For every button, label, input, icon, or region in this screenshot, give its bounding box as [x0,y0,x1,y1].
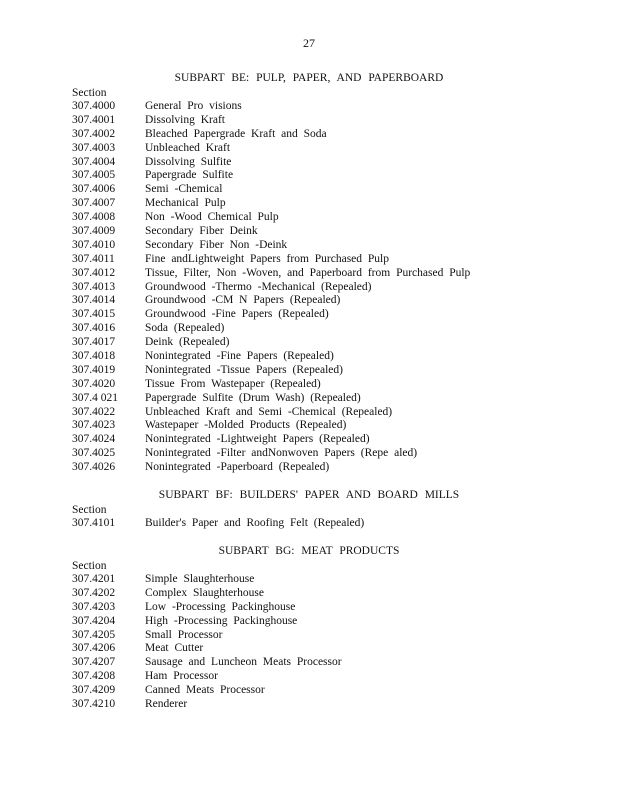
section-number: 307.4202 [72,586,116,599]
section-entry [72,225,470,239]
section-entry [72,601,342,615]
section-entry [72,364,470,378]
section-number: 307.4210 [72,698,116,711]
section-title: Fine andLightweight Papers from Purchased Pulp [145,252,390,265]
section-entry [72,642,342,656]
section-entry [72,253,470,267]
section-entry [72,294,470,308]
section-number: 307.4207 [72,656,116,669]
section-title: Groundwood -Fine Papers (Repealed) [145,308,329,321]
section-entry [72,142,470,156]
section-title: Canned Meats Processor [145,684,265,697]
section-title: Semi -Chemical [145,183,223,196]
section-entry [72,114,470,128]
section-number: 307.4014 [72,294,116,307]
section-entry [72,629,342,643]
section-entry [72,656,342,670]
section-entry [72,100,470,114]
subpart-be-section-label: Section [72,87,107,99]
section-title: Deink (Repealed) [145,336,230,349]
section-entry [72,378,470,392]
section-number: 307.4019 [72,363,116,376]
section-number: 307.4003 [72,141,116,154]
section-title: Dissolving Sulfite [145,155,232,168]
section-number: 307.4005 [72,169,116,182]
section-title: Sausage and Luncheon Meats Processor [145,656,342,669]
subpart-bg-section-label: Section [72,560,107,572]
section-entry [72,350,470,364]
section-title: Nonintegrated -Filter andNonwoven Papers (Repe aled) [145,447,418,460]
section-entry [72,308,470,322]
section-number: 307.4024 [72,433,116,446]
section-number: 307.4026 [72,461,116,474]
section-entry [72,406,470,420]
section-title: Dissolving Kraft [145,113,225,126]
section-title: General Pro visions [145,100,242,112]
section-title: Low -Processing Packinghouse [145,600,296,613]
section-title: Secondary Fiber Non -Deink [145,238,288,251]
section-title: Renderer [145,698,188,711]
section-number: 307.4006 [72,183,116,196]
section-number: 307.4205 [72,628,116,641]
section-title: Wastepaper -Molded Products (Repealed) [145,419,347,432]
section-number: 307.4004 [72,155,116,168]
section-number: 307.4007 [72,197,116,210]
section-number: 307.4 021 [72,391,118,404]
section-number: 307.4000 [72,100,116,112]
section-title: Soda (Repealed) [145,322,225,335]
section-entry [72,698,342,712]
subpart-be-section-list [72,100,470,475]
section-number: 307.4008 [72,211,116,224]
section-entry [72,322,470,336]
section-title: Non -Wood Chemical Pulp [145,211,279,224]
section-number: 307.4001 [72,113,116,126]
section-entry [72,128,470,142]
section-number: 307.4018 [72,350,116,363]
section-title: Nonintegrated -Paperboard (Repealed) [145,461,330,474]
section-title: Tissue, Filter, Non -Woven, and Paperboard from Purchased Pulp [145,266,471,279]
section-number: 307.4010 [72,238,116,251]
page-number: 27 [303,36,315,50]
section-title: Mechanical Pulp [145,197,226,210]
section-number: 307.4020 [72,377,116,390]
section-number: 307.4209 [72,684,116,697]
section-title: Bleached Papergrade Kraft and Soda [145,127,327,140]
section-number: 307.4201 [72,573,116,585]
section-entry [72,211,470,225]
section-entry [72,670,342,684]
section-entry [72,169,470,183]
section-entry [72,684,342,698]
section-entry [72,517,364,531]
section-title: Unbleached Kraft [145,141,231,154]
section-number: 307.4009 [72,225,116,238]
section-number: 307.4017 [72,336,116,349]
subpart-bf-section-label: Section [72,504,107,516]
section-entry [72,447,470,461]
section-entry [72,461,470,475]
section-entry [72,392,470,406]
section-title: Nonintegrated -Fine Papers (Repealed) [145,350,334,363]
section-number: 307.4013 [72,280,116,293]
section-entry [72,615,342,629]
section-number: 307.4012 [72,266,116,279]
section-entry [72,419,470,433]
section-title: Secondary Fiber Deink [145,225,258,238]
section-number: 307.4101 [72,517,116,529]
section-number: 307.4208 [72,670,116,683]
section-number: 307.4011 [72,252,115,265]
section-entry [72,183,470,197]
subpart-bg-section-list [72,573,342,712]
section-title: Ham Processor [145,670,218,683]
section-entry [72,587,342,601]
section-number: 307.4025 [72,447,116,460]
subpart-be-heading: SUBPART BE: PULP, PAPER, AND PAPERBOARD [174,72,444,84]
section-entry [72,197,470,211]
section-number: 307.4203 [72,600,116,613]
section-entry [72,433,470,447]
section-entry [72,267,470,281]
section-title: Groundwood -CM N Papers (Repealed) [145,294,341,307]
section-entry [72,156,470,170]
section-number: 307.4002 [72,127,116,140]
subpart-bf-heading: SUBPART BF: BUILDERS' PAPER AND BOARD MILLS [158,489,460,501]
section-number: 307.4023 [72,419,116,432]
section-title: High -Processing Packinghouse [145,614,298,627]
section-title: Simple Slaughterhouse [145,573,255,585]
subpart-bf-section-list [72,517,364,531]
section-number: 307.4204 [72,614,116,627]
section-number: 307.4206 [72,642,116,655]
section-entry [72,239,470,253]
section-title: Unbleached Kraft and Semi -Chemical (Repealed) [145,405,393,418]
section-title: Nonintegrated -Lightweight Papers (Repealed) [145,433,370,446]
section-title: Complex Slaughterhouse [145,586,264,599]
section-title: Builder's Paper and Roofing Felt (Repealed) [145,517,365,529]
section-entry [72,336,470,350]
subpart-bg-heading: SUBPART BG: MEAT PRODUCTS [218,545,400,557]
section-entry [72,573,342,587]
section-title: Papergrade Sulfite (Drum Wash) (Repealed) [145,391,361,404]
section-title: Small Processor [145,628,223,641]
section-number: 307.4022 [72,405,116,418]
section-number: 307.4016 [72,322,116,335]
section-title: Nonintegrated -Tissue Papers (Repealed) [145,363,343,376]
section-number: 307.4015 [72,308,116,321]
section-title: Tissue From Wastepaper (Repealed) [145,377,321,390]
section-entry [72,281,470,295]
section-title: Meat Cutter [145,642,204,655]
section-title: Papergrade Sulfite [145,169,234,182]
section-title: Groundwood -Thermo -Mechanical (Repealed) [145,280,372,293]
